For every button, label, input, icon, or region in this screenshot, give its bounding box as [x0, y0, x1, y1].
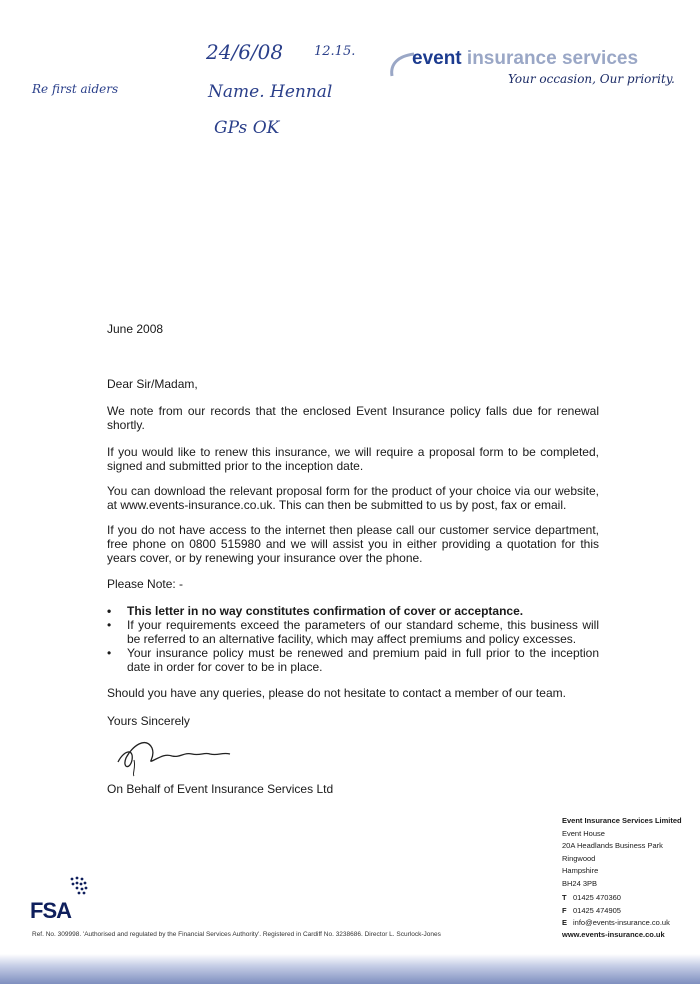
fsa-wordmark: FSA: [30, 898, 71, 923]
logo-brand-rest: insurance services: [466, 48, 639, 69]
handwritten-date: 24/6/08: [206, 40, 284, 64]
sign-off: Yours Sincerely: [107, 714, 190, 728]
closing-line: Should you have any queries, please do not hesitate to contact a member of our team.: [107, 686, 566, 700]
logo-brand-bold: event: [412, 48, 462, 69]
address-line: Ringwood: [562, 853, 596, 863]
paragraph-proposal: If you would like to renew this insurance, we will require a proposal form to be completed, signed and submitted prior to the inception date.: [107, 445, 599, 473]
company-name: Event Insurance Services Limited: [562, 816, 682, 825]
company-address: [562, 815, 682, 890]
fax-label: F: [562, 905, 567, 915]
please-note-heading: Please Note: -: [107, 577, 184, 591]
paragraph-phone: If you do not have access to the internet then please call our customer service department, free phone on 0800 515980 and we will assist you in either providing a quotation for this years cover, or by renewing your insurance over the phone.: [107, 523, 599, 565]
website-link[interactable]: www.events-insurance.co.uk: [562, 930, 665, 939]
bullet-item: • Your insurance policy must be renewed and premium paid in full prior to the inception date in order for cover to be in place.: [107, 646, 599, 674]
telephone-row: [562, 892, 670, 905]
on-behalf-line: On Behalf of Event Insurance Services Ltd: [107, 782, 334, 796]
logo-tagline: Your occasion, Our priority.: [508, 72, 675, 86]
letter-date: June 2008: [107, 322, 164, 336]
handwritten-gps: GPs OK: [214, 118, 280, 138]
paragraph-download: You can download the relevant proposal form for the product of your choice via our website, at www.events-insurance.co.uk. This can then be submitted to us by post, fax or email.: [107, 484, 599, 512]
email-label: E: [562, 918, 568, 927]
email-value[interactable]: info@events-insurance.co.uk: [573, 918, 670, 927]
handwritten-time: 12.15.: [314, 44, 356, 59]
regulatory-reference: Ref. No. 309998. 'Authorised and regulated by the Financial Services Authority'. Registered in Cardiff No. 3238686. Director L. Scurlock-Jones: [32, 931, 441, 938]
note-bullet-list: [107, 604, 599, 674]
handwritten-name: Name. Hennal: [208, 82, 333, 102]
address-line: BH24 3PB: [562, 878, 598, 888]
bullet-item: • This letter in no way constitutes confirmation of cover or acceptance.: [107, 604, 599, 618]
address-line: Hampshire: [562, 866, 599, 875]
telephone-label: T: [562, 893, 567, 902]
fsa-logo: [30, 874, 100, 924]
signature: [110, 730, 240, 778]
address-line: Event House: [562, 828, 605, 838]
paragraph-renewal: We note from our records that the enclosed Event Insurance policy falls due for renewal shortly.: [107, 404, 599, 432]
bullet-item: • If your requirements exceed the parameters of our standard scheme, this business will be referred to an alternative facility, which may affect premiums and policy excesses.: [107, 618, 599, 646]
telephone-value: 01425 470360: [573, 893, 621, 902]
contact-details: [562, 892, 670, 930]
logo-wordmark: [412, 48, 638, 70]
fax-value: 01425 474905: [573, 905, 621, 915]
fsa-globe-icon: [64, 874, 90, 900]
address-line: 20A Headlands Business Park: [562, 841, 663, 850]
footer-gradient-bar: [0, 954, 700, 984]
handwritten-note: Re first aiders: [32, 82, 119, 96]
email-row: [562, 917, 670, 930]
letter-salutation: Dear Sir/Madam,: [107, 377, 198, 391]
fax-row: [562, 905, 670, 918]
company-logo: [388, 44, 688, 104]
